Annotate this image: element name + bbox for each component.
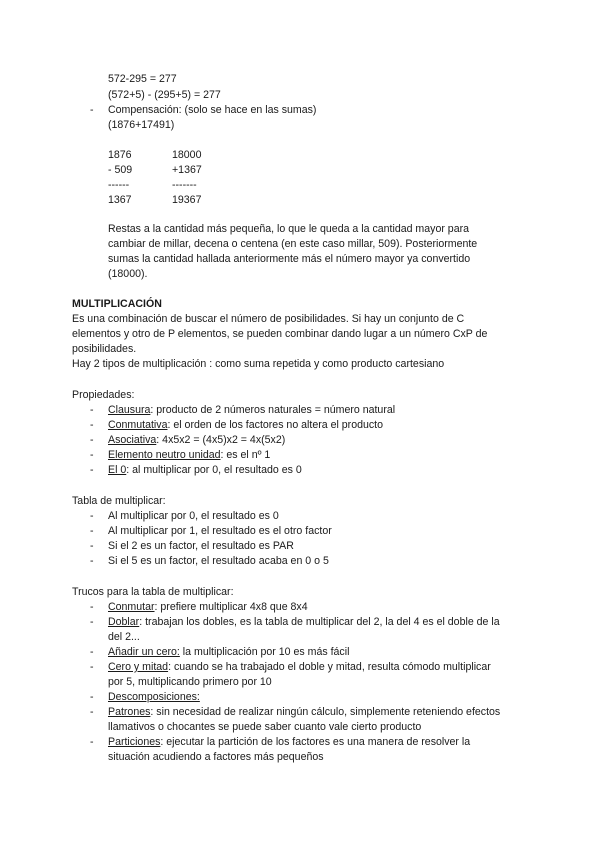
paragraph-line: elementos y otro de P elementos, se pueden combinar dando lugar a un número CxP de bbox=[72, 328, 488, 340]
list-item-continuation: por 5, multiplicando primero por 10 bbox=[108, 676, 272, 688]
list-item-continuation: llamativos o chocantes se puede saber cuanto vale cierto producto bbox=[108, 721, 422, 733]
list-title: Tabla de multiplicar: bbox=[72, 495, 166, 507]
equation-line: (572+5) - (295+5) = 277 bbox=[108, 89, 221, 101]
equation-line: (1876+17491) bbox=[108, 119, 175, 131]
paragraph-line: Es una combinación de buscar el número de posibilidades. Si hay un conjunto de C bbox=[72, 313, 465, 325]
paragraph-line: Hay 2 tipos de multiplicación : como suma repetida y como producto cartesiano bbox=[72, 358, 445, 370]
list-item-continuation: del 2... bbox=[108, 631, 140, 643]
section-heading: MULTIPLICACIÓN bbox=[72, 298, 162, 310]
paragraph-line: posibilidades. bbox=[72, 343, 137, 355]
list-item-continuation: situación acudiendo a factores más pequeños bbox=[108, 751, 324, 763]
equation-line: 572-295 = 277 bbox=[108, 73, 177, 85]
list-title: Propiedades: bbox=[72, 389, 135, 401]
list-title: Trucos para la tabla de multiplicar: bbox=[72, 586, 234, 598]
